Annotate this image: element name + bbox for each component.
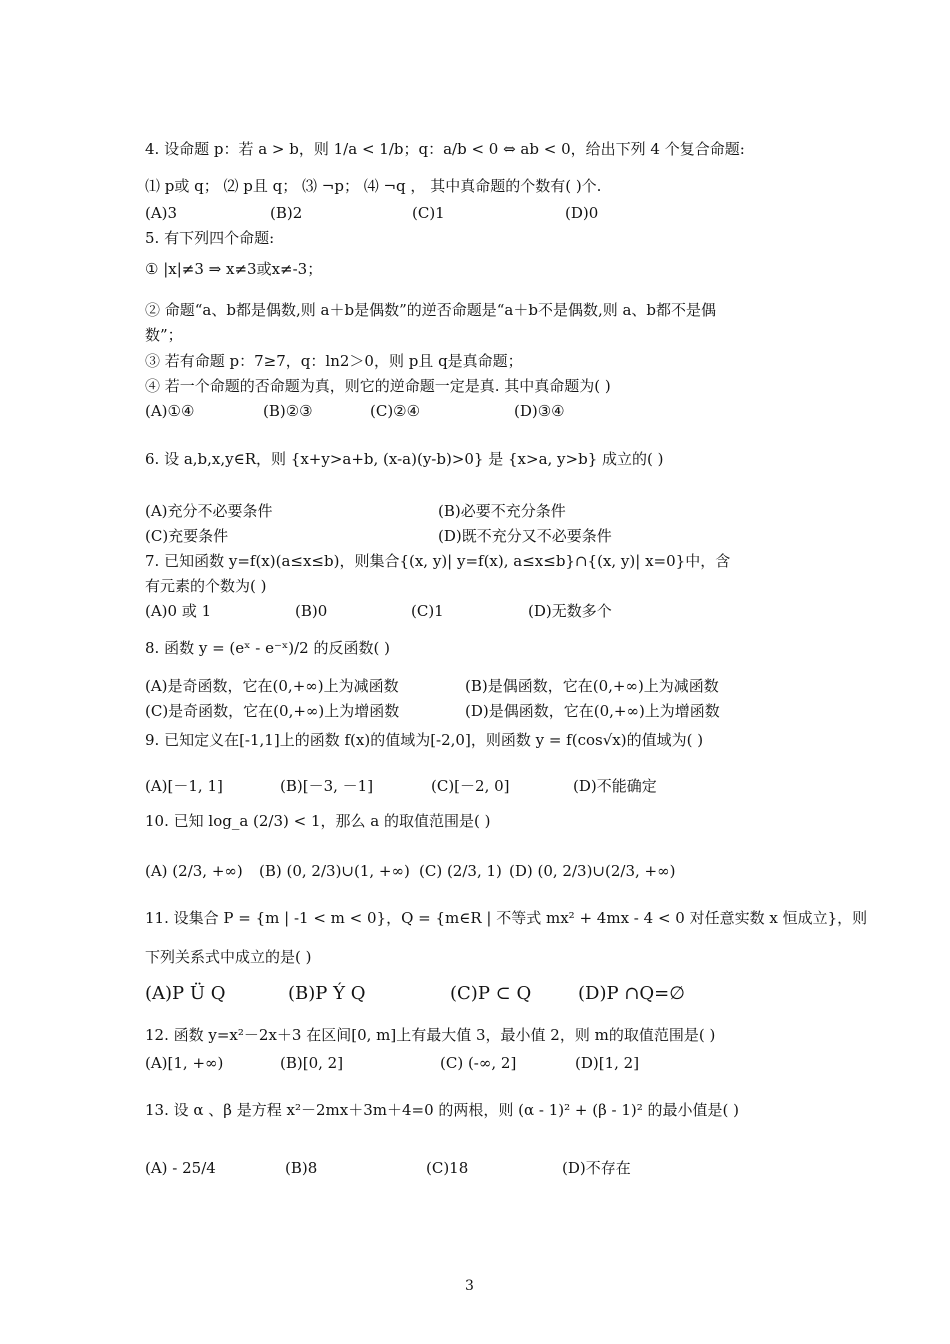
q6-options-row2 bbox=[145, 525, 845, 547]
q13-option-d: (D)不存在 bbox=[562, 1159, 631, 1177]
q13-option-a: (A) - 25/4 bbox=[145, 1159, 216, 1177]
q11-options bbox=[145, 983, 845, 1007]
q11-stem-line2: 下列关系式中成立的是( ) bbox=[145, 948, 312, 966]
q8-options-row1 bbox=[145, 675, 845, 697]
q11-stem-line1: 11. 设集合 P = {m | -1 < m < 0}，Q = {m∈R | 不等式 mx² + 4mx - 4 < 0 对任意实数 x 恒成立}，则 bbox=[145, 909, 868, 927]
q10-option-d: (D) (0, 2/3)∪(2/3, +∞) bbox=[509, 862, 676, 880]
q9-options bbox=[145, 775, 845, 797]
q6-options-row1 bbox=[145, 500, 845, 522]
q13-option-b: (B)8 bbox=[285, 1159, 318, 1177]
q7-stem-line2: 有元素的个数为( ) bbox=[145, 577, 267, 595]
q8-options-row2 bbox=[145, 700, 845, 722]
q5-option-b: (B)②③ bbox=[263, 402, 313, 420]
q6-option-a: (A)充分不必要条件 bbox=[145, 502, 273, 520]
q6-option-c: (C)充要条件 bbox=[145, 527, 229, 545]
q7-option-c: (C)1 bbox=[411, 602, 444, 620]
q10-option-c: (C) (2/3, 1) bbox=[419, 862, 502, 880]
q11-option-c: (C)P ⊂ Q bbox=[450, 983, 532, 1004]
q8-option-d: (D)是偶函数，它在(0,+∞)上为增函数 bbox=[465, 702, 720, 720]
q10-option-b: (B) (0, 2/3)∪(1, +∞) bbox=[259, 862, 410, 880]
q5-option-a: (A)①④ bbox=[145, 402, 195, 420]
q8-option-a: (A)是奇函数，它在(0,+∞)上为减函数 bbox=[145, 677, 399, 695]
q5-item-2-line1: ② 命题“a、b都是偶数,则 a＋b是偶数”的逆否命题是“a＋b不是偶数,则 a、b都不是偶 bbox=[145, 301, 717, 319]
page-number: 3 bbox=[465, 1278, 474, 1294]
q4-stem: 4. 设命题 p：若 a > b，则 1/a < 1/b；q：a/b < 0 ⇔ ab < 0，给出下列 4 个复合命题: bbox=[145, 140, 745, 158]
q5-option-c: (C)②④ bbox=[370, 402, 421, 420]
q12-option-d: (D)[1, 2] bbox=[575, 1054, 640, 1072]
q9-stem: 9. 已知定义在[-1,1]上的函数 f(x)的值域为[-2,0]，则函数 y = f(cos√x)的值域为( ) bbox=[145, 731, 704, 749]
q5-options bbox=[145, 400, 845, 422]
q11-option-a: (A)P Ü Q bbox=[145, 983, 226, 1004]
q5-item-4: ④ 若一个命题的否命题为真，则它的逆命题一定是真. 其中真命题为( ) bbox=[145, 377, 611, 395]
q5-stem: 5. 有下列四个命题: bbox=[145, 229, 275, 247]
q4-option-c: (C)1 bbox=[412, 204, 445, 222]
q7-stem-line1: 7. 已知函数 y=f(x)(a≤x≤b)，则集合{(x, y)| y=f(x), a≤x≤b}∩{(x, y)| x=0}中，含 bbox=[145, 552, 731, 570]
q11-option-d: (D)P ∩Q=∅ bbox=[578, 983, 685, 1004]
q5-item-3: ③ 若有命题 p：7≥7，q：ln2＞0，则 p且 q是真命题； bbox=[145, 352, 523, 370]
q9-option-d: (D)不能确定 bbox=[573, 777, 657, 795]
q8-option-c: (C)是奇函数，它在(0,+∞)上为增函数 bbox=[145, 702, 400, 720]
q7-options bbox=[145, 600, 845, 622]
q12-option-a: (A)[1, +∞) bbox=[145, 1054, 224, 1072]
q5-item-1: ① |x|≠3 ⇒ x≠3或x≠-3； bbox=[145, 260, 323, 278]
q4-subitems: ⑴ p或 q； ⑵ p且 q； ⑶ ¬p； ⑷ ¬q ， 其中真命题的个数有( )个. bbox=[145, 177, 602, 195]
q7-option-b: (B)0 bbox=[295, 602, 328, 620]
q4-option-a: (A)3 bbox=[145, 204, 178, 222]
q9-option-c: (C)[－2, 0] bbox=[431, 777, 510, 795]
q13-option-c: (C)18 bbox=[426, 1159, 469, 1177]
q8-stem: 8. 函数 y = (eˣ - e⁻ˣ)/2 的反函数( ) bbox=[145, 639, 390, 657]
q11-option-b: (B)P Ý Q bbox=[288, 983, 366, 1004]
q5-item-2-line2: 数”； bbox=[145, 326, 183, 344]
q10-stem: 10. 已知 log_a (2/3) < 1，那么 a 的取值范围是( ) bbox=[145, 812, 491, 830]
q10-options bbox=[145, 860, 845, 882]
q8-option-b: (B)是偶函数，它在(0,+∞)上为减函数 bbox=[465, 677, 719, 695]
q12-stem: 12. 函数 y=x²－2x＋3 在区间[0, m]上有最大值 3，最小值 2，则 m的取值范围是( ) bbox=[145, 1026, 716, 1044]
q12-option-c: (C) (-∞, 2] bbox=[440, 1054, 517, 1072]
q13-options bbox=[145, 1157, 845, 1179]
q6-stem: 6. 设 a,b,x,y∈R，则 {x+y>a+b, (x-a)(y-b)>0} 是 {x>a, y>b} 成立的( ) bbox=[145, 450, 664, 468]
q7-option-a: (A)0 或 1 bbox=[145, 602, 212, 620]
q7-option-d: (D)无数多个 bbox=[528, 602, 612, 620]
q9-option-a: (A)[－1, 1] bbox=[145, 777, 223, 795]
q6-option-b: (B)必要不充分条件 bbox=[438, 502, 566, 520]
q10-option-a: (A) (2/3, +∞) bbox=[145, 862, 243, 880]
q12-option-b: (B)[0, 2] bbox=[280, 1054, 344, 1072]
q5-option-d: (D)③④ bbox=[514, 402, 565, 420]
q13-stem: 13. 设 α 、β 是方程 x²－2mx＋3m＋4=0 的两根，则 (α - 1)² + (β - 1)² 的最小值是( ) bbox=[145, 1101, 740, 1119]
q4-options bbox=[145, 202, 845, 224]
q12-options bbox=[145, 1052, 845, 1074]
q4-option-d: (D)0 bbox=[565, 204, 599, 222]
q9-option-b: (B)[－3, －1] bbox=[280, 777, 374, 795]
q4-option-b: (B)2 bbox=[270, 204, 303, 222]
q6-option-d: (D)既不充分又不必要条件 bbox=[438, 527, 612, 545]
